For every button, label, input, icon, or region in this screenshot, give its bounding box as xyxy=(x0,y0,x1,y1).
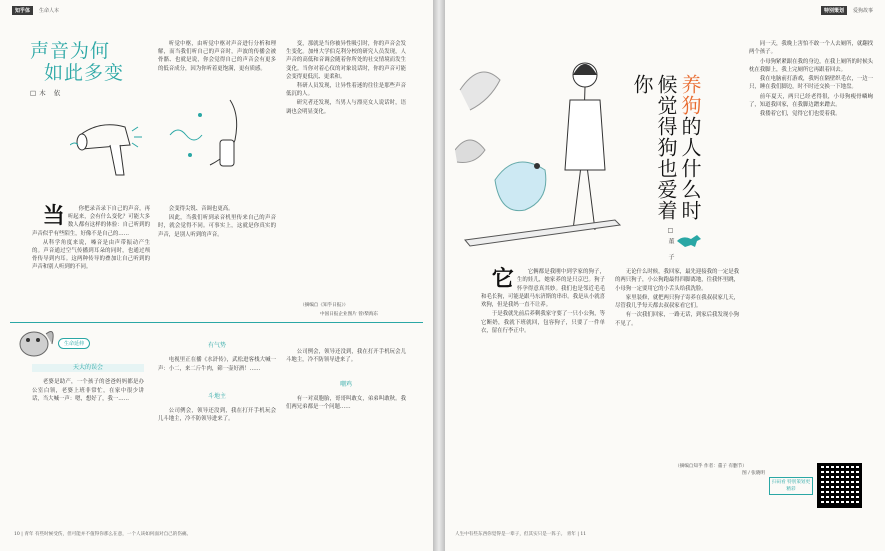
illustration-credit: 图 / 张晓明 xyxy=(742,471,765,476)
paragraph: 家里装修，就把两只狗子寄养在我叔叔家几天，尽管我几乎每天都去叔叔家看它们。 xyxy=(615,294,740,310)
running-head-tag: 特别策划 xyxy=(821,6,847,15)
right-column-2 xyxy=(615,268,739,329)
joke-title: 嘲鸡 xyxy=(339,380,352,388)
paragraph: 变，那就是当你被异性吸引时，你的声音会发生变化。加州大学伯克利分校的研究人员发现，人声音的高低和音调会随着你所处的社交情境而发生变化。当你对着心仪的对象说话时，你的声音可能会变得更低沉、更柔和。 xyxy=(286,41,406,80)
joke-text: 有一对双胞胎，哥哥叫敢女，弟弟叫敢秋。我们两兄弟都是一个问题…… xyxy=(286,395,406,411)
joke-title: 天大的误会 xyxy=(32,364,144,372)
article-author: □木 依 xyxy=(30,89,64,97)
left-column-3 xyxy=(286,40,406,117)
right-page xyxy=(445,0,885,551)
joke-text: 公司例会，领导还没到，我在打开手机玩会儿斗地主，冷不防领导进来了。 xyxy=(286,349,406,364)
joke-column-3 xyxy=(286,340,406,411)
right-column-1 xyxy=(481,268,605,336)
paragraph: 它俩都是我刚中到学家的狗子，生的娃儿，她家养的是只京巴。狗子怀孕得意真其妙。我们也是邻近毛毛和毛长狗，可能是跟马东济斯的串串。我是从小就喜欢狗，但是我妈一直不让养。 xyxy=(481,269,605,309)
joke-title: 斗地主 xyxy=(207,392,226,400)
paragraph: 你把录音录下自己的声音，再听起来，会有什么变化？可能大多数人都有这样的体验：自己听到的声音似乎有些陌生，好像不是自己的…… xyxy=(32,206,150,237)
running-dog-icon xyxy=(675,233,705,247)
paragraph: 同一天，我晚上害怕不敢一个人去厕所，就翻找两个孩子。 xyxy=(749,41,874,56)
squirrel-icon xyxy=(12,320,56,360)
joke-text: 电视里正在播《水浒传》，武松进客栈大喊一声：小二，来二斤牛肉，筛一壶好酒！…… xyxy=(158,357,276,372)
qr-section xyxy=(769,463,869,523)
right-column-3 xyxy=(749,40,873,120)
hand-microphone-illustration xyxy=(160,95,260,180)
left-column-2 xyxy=(158,40,276,74)
article-title-line-1: 声音为何 xyxy=(30,40,111,62)
paragraph: 于是我就先前后养剩我家守要了一只小公狗，等它断奶，我就下班就回，包容狗子，只要了一件单衣，留在行李正中。 xyxy=(481,311,606,335)
paragraph: 科研人员发现，让异性着迷的往往是那些声音低沉的人。 xyxy=(286,83,406,98)
article-title-block xyxy=(30,40,124,97)
left-page xyxy=(0,0,433,551)
paragraph: 会变得尖锐、音调也更高。 xyxy=(168,206,234,212)
photo-credit: 中国日报企业图片 曾/柴海东 xyxy=(320,312,379,317)
left-column-1 xyxy=(32,205,150,273)
footer-text: 10 | 青年 有些时候受伤，但可能并不值得你那么在意，一个人该如何面对自己的伤痛。 xyxy=(14,532,192,537)
article-author: □董 子 xyxy=(667,227,674,264)
recommend-text: （摘编自知乎 作者：董子 有删节） xyxy=(675,464,747,469)
dropcap: 当 xyxy=(42,203,65,229)
paragraph: 前年夏天，两只已经老得很，小母狗瘦骨嶙峋了，知道我回家，在我脚边蹭来蹭去。 xyxy=(749,93,873,109)
paragraph: 因此，当我们听到录音机里传来自己的声音时，就会觉得不同。可事实上，这就是你真实的声音，是别人听到的声音。 xyxy=(158,215,276,238)
paragraph: 从科学角度来说，嗓音是由声带振动产生的。声音通过空气传播到耳朵的同时，也通过颅骨传导到内耳。这两种传导的叠加让自己听到的声音和别人听到的不同。 xyxy=(32,239,150,271)
girl-and-dog-illustration xyxy=(455,30,625,270)
page-footer xyxy=(14,531,424,538)
article-title xyxy=(630,74,702,234)
left-column-2b xyxy=(158,205,276,240)
article-title-line-2: 如此多变 xyxy=(44,62,125,84)
hairdryer-illustration xyxy=(70,105,155,185)
page-gutter xyxy=(433,0,445,551)
joke-text: 公司例会，领导还没到，我在打开手机玩会儿斗地主，冷不防领导进来了。 xyxy=(158,408,276,423)
joke-column-1 xyxy=(32,362,144,403)
dropcap: 它 xyxy=(491,266,514,292)
paragraph: 我搂着它们，觉得它们也爱着我。 xyxy=(759,111,841,118)
paragraph: 听觉中枢，由听觉中枢对声音进行分析和理解，而当我们听自己的声音时，声波的传播会被骨骼、也就是说，你会觉得自己的声音会有更多的低音成分，因为你听着更饱满，更有质感。 xyxy=(158,41,276,72)
subsection-banner: 生命延伸 xyxy=(58,338,90,349)
running-head-tag: 知乎体 xyxy=(12,6,33,15)
paragraph: 研究者还发现，当男人与漂亮女人说话时，语调也会明显变化。 xyxy=(286,100,406,115)
paragraph: 小母狗紧紧跟在我的身边，在我上厕所的时候头枕在我脚上，我上完厕所它再跟着回去。 xyxy=(749,58,874,73)
paragraph: 无论什么时候，我回家，最先迎接我的一定是我的两只狗子，小公狗跑最得四脚离地，往我怀里跳，小母狗一定要用它的小舌头给我洗脸。 xyxy=(615,269,740,292)
footer-text: 人生中有些东西你觉得是一辈子，但其实只是一阵子。 青年 | 11 xyxy=(455,532,587,537)
paragraph: 有一次我们回家，一路无话，到家后我发现小狗不见了。 xyxy=(615,312,740,327)
joke-title: 有气势 xyxy=(207,342,226,349)
running-head-right xyxy=(821,6,873,15)
qr-label: 扫码看 特别策划更精彩 xyxy=(769,477,813,495)
article-source: （摘编自《知乎日报》） xyxy=(300,303,349,308)
title-rest: 的人什么时候觉得狗也爱着你 xyxy=(630,74,702,221)
paragraph: 我在电脑前打游戏，我妈在隔壁织毛衣，一边一只，睡在我们脚边，时不时还交换一下地盘。 xyxy=(749,76,874,91)
section-divider xyxy=(10,322,423,323)
qr-code-icon[interactable] xyxy=(817,463,862,508)
joke-text: 老婆是助产，一个孩子的爸爸妈妈都是办公室白领，老婆上班非常忙，在家中很少讲话，当大喊一声：嗯，想好了，我一…… xyxy=(32,379,144,402)
page-footer xyxy=(455,531,875,538)
running-head-text: 生命人本 xyxy=(39,8,60,14)
joke-column-2 xyxy=(158,340,276,424)
title-accent: 养狗 xyxy=(678,74,702,116)
running-head-left xyxy=(12,6,59,15)
running-head-text: 爱狗故事 xyxy=(852,8,873,14)
